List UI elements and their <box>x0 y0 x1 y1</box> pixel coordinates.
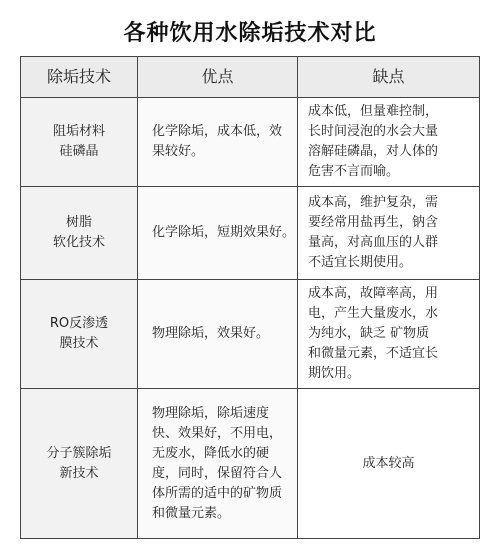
comparison-table <box>20 56 480 539</box>
cons-line: 电，产生大量废水，水 <box>308 306 439 321</box>
technique-cell <box>21 187 138 280</box>
cons-line: 成本高，维护复杂，需 <box>308 195 439 210</box>
pros-line: 和微量元素。 <box>152 505 231 521</box>
technique-line: 分子簇除垢 <box>46 445 112 461</box>
pros-line: 果较好。 <box>152 144 205 159</box>
pros-line: 快、效果好，不用电， <box>152 425 283 441</box>
pros-cell <box>138 389 298 539</box>
cons-line: 和微量元素，不适宜长 <box>308 346 439 361</box>
pros-line: 物理除垢，除垢速度 <box>152 405 270 421</box>
pros-line: 物理除垢，效果好。 <box>152 326 270 341</box>
cons-line: 量高，对高血压的人群 <box>308 235 439 250</box>
cons-line: 溶解硅磷晶，对人体的 <box>308 144 439 159</box>
header-cons: 缺点 <box>298 57 480 98</box>
technique-cell <box>21 280 138 389</box>
technique-cell <box>21 98 138 187</box>
technique-line: 树脂 <box>65 215 92 230</box>
table-row <box>21 98 480 187</box>
table-row <box>21 280 480 389</box>
pros-cell <box>138 280 298 389</box>
cons-cell <box>298 280 480 389</box>
technique-line: 膜技术 <box>59 336 99 351</box>
technique-line: RO反渗透 <box>49 316 109 331</box>
table-row <box>21 389 480 539</box>
technique-line: 阻垢材料 <box>52 124 105 139</box>
pros-line: 度，同时，保留符合人 <box>152 465 283 481</box>
cons-line: 危害不言而喻。 <box>308 164 400 179</box>
technique-line: 软化技术 <box>52 235 105 250</box>
table-header-row <box>21 57 480 98</box>
cons-line: 长时间浸泡的水会大量 <box>308 124 439 139</box>
cons-line: 成本较高 <box>362 455 415 471</box>
technique-line: 硅磷晶 <box>59 144 99 159</box>
table-row <box>21 187 480 280</box>
cons-line: 成本低，但量难控制， <box>308 104 439 119</box>
pros-line: 化学除垢，短期效果好。 <box>152 225 296 240</box>
cons-line: 成本高，故障率高，用 <box>308 286 439 301</box>
pros-cell <box>138 98 298 187</box>
header-pros: 优点 <box>138 57 298 98</box>
page-title: 各种饮用水除垢技术对比 <box>123 21 377 46</box>
cons-cell <box>298 187 480 280</box>
cons-line: 不适宜长期使用。 <box>308 255 413 270</box>
cons-line: 为纯水，缺乏 矿物质 <box>308 326 430 341</box>
header-technique: 除垢技术 <box>21 57 138 98</box>
pros-line: 体所需的适中的矿物质 <box>152 485 283 501</box>
cons-line: 要经常用盐再生，钠含 <box>308 215 439 230</box>
cons-cell <box>298 98 480 187</box>
pros-cell <box>138 187 298 280</box>
pros-line: 无废水，降低水的硬 <box>152 445 270 461</box>
cons-cell <box>298 389 480 539</box>
pros-line: 化学除垢，成本低，效 <box>152 124 283 139</box>
technique-line: 新技术 <box>59 465 99 481</box>
cons-line: 期饮用。 <box>308 366 361 381</box>
technique-cell <box>21 389 138 539</box>
